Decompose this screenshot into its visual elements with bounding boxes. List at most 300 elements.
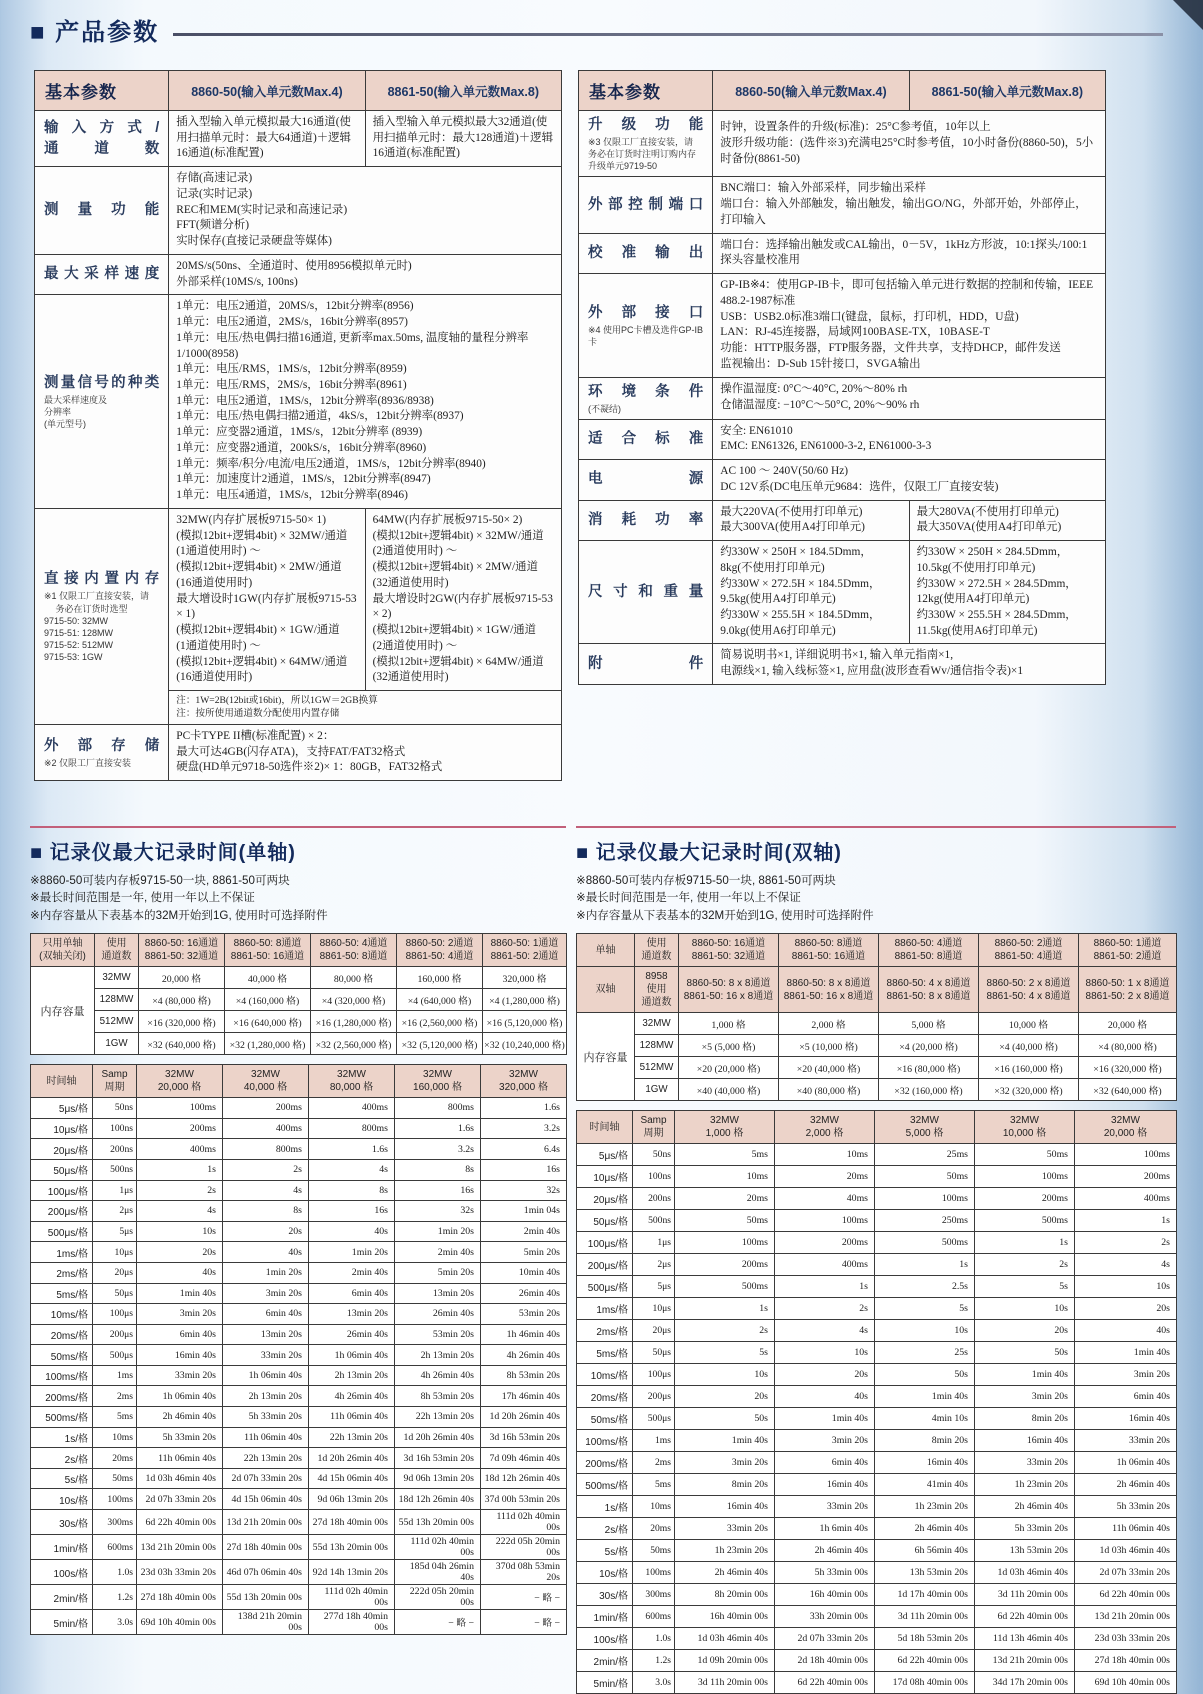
time-per-div-label: 5ms/格 (577, 1342, 633, 1364)
spec-row (579, 177, 1106, 233)
record-time-value: 100ms (975, 1166, 1075, 1188)
time-per-div-label: 500μs/格 (577, 1276, 633, 1298)
capacity-value: ×4 (80,000 格) (139, 989, 225, 1011)
record-time-value: 2d 07h 33min 20s (1075, 1562, 1177, 1584)
spec-value-cell: AC 100 ～ 240V(50/60 Hz) DC 12V系(DC电压单元9684：选件，仅限工厂直接安装) (713, 460, 1106, 500)
record-time-value: 13min 20s (395, 1283, 481, 1304)
record-time-value: 2min 40s (481, 1221, 567, 1242)
time-table-header-row (577, 1111, 1177, 1144)
samp-period-value: 2μs (93, 1201, 137, 1222)
capacity-value: ×40 (80,000 格) (779, 1079, 879, 1101)
samp-period-value: 2ms (633, 1452, 675, 1474)
capacity-value: 320,000 格 (483, 967, 567, 989)
record-time-value: 40s (137, 1262, 223, 1283)
capacity-value: ×4 (320,000 格) (311, 989, 397, 1011)
capacity-value: ×32 (640,000 格) (139, 1033, 225, 1055)
time-axis-row (31, 1201, 567, 1222)
time-axis-row (577, 1540, 1177, 1562)
capacity-value: ×4 (640,000 格) (397, 989, 483, 1011)
record-time-value: 100ms (675, 1232, 775, 1254)
record-time-value: 200ms (775, 1232, 875, 1254)
capacity-value: ×16 (2,560,000 格) (397, 1011, 483, 1033)
record-time-value: 2h 46min 40s (675, 1562, 775, 1584)
record-time-value: 32s (395, 1201, 481, 1222)
record-time-value: 16s (395, 1180, 481, 1201)
samp-period-value: 20ms (93, 1448, 137, 1469)
record-time-value: 500ms (975, 1210, 1075, 1232)
record-time-value: 6d 22h 40min 00s (975, 1606, 1075, 1628)
record-time-value: 3min 20s (975, 1386, 1075, 1408)
record-time-value: 9d 06h 13min 20s (309, 1489, 395, 1510)
page-title: ■ 产品参数 (30, 19, 160, 46)
time-axis-row (577, 1672, 1177, 1694)
record-time-value: 40s (1075, 1320, 1177, 1342)
time-per-div-label: 10ms/格 (577, 1364, 633, 1386)
spec-value-cell: 时钟，设置条件的升级(标准)：25°C参考值，10年以上 波形升级功能：(选件※3)充满电25°C时参考值，10小时备份(8860-50)，5小时备份(8861-50) (713, 111, 1106, 177)
record-time-value: 8min 20s (875, 1430, 975, 1452)
record-time-value: 16min 40s (775, 1474, 875, 1496)
record-time-value: 1.6s (309, 1139, 395, 1160)
model-channel-header: 8860-50: 2通道 8861-50: 4通道 (397, 934, 483, 967)
record-time-value: 6min 40s (137, 1324, 223, 1345)
record-time-value: 5ms (675, 1144, 775, 1166)
capacity-value: 10,000 格 (979, 1013, 1079, 1035)
spec-row-label: 环境条件 (不凝结) (579, 377, 713, 419)
record-time-value: 1d 03h 46min 40s (1075, 1540, 1177, 1562)
record-time-value: 2min 40s (395, 1242, 481, 1263)
record-time-value: 18d 12h 26min 40s (395, 1489, 481, 1510)
record-time-value: 10s (975, 1298, 1075, 1320)
record-time-value: 41min 40s (875, 1474, 975, 1496)
spec-value-cell: PC卡TYPE II槽(标准配置) × 2： 最大可达4GB(闪存ATA)，支持FAT/FAT32格式 硬盘(HD单元9718-50选件※2)× 1：80GB，FAT32格式 (169, 724, 562, 780)
record-time-value: 2h 13min 20s (395, 1345, 481, 1366)
samp-period-value: 500μs (633, 1408, 675, 1430)
spec-value-cell: 最大280VA(不使用打印单元) 最大350VA(使用A4打印单元) (909, 500, 1105, 540)
spec-header-row (35, 71, 562, 111)
time-per-div-label: 2min/格 (577, 1650, 633, 1672)
record-time-value: 26min 40s (481, 1283, 567, 1304)
capacity-value: ×20 (20,000 格) (679, 1057, 779, 1079)
record-time-value: 6d 22h 40min 00s (1075, 1584, 1177, 1606)
time-per-div-label: 50μs/格 (31, 1159, 93, 1180)
model-channel-header: 8860-50: 1通道 8861-50: 2通道 (1079, 934, 1177, 967)
time-per-div-label: 20μs/格 (31, 1139, 93, 1160)
capacity-value: ×16 (80,000 格) (879, 1057, 979, 1079)
record-time-value: 27d 18h 40min 00s (137, 1585, 223, 1610)
spec-header-row (579, 71, 1106, 111)
samp-period-value: 50μs (633, 1342, 675, 1364)
record-time-value: 800ms (309, 1118, 395, 1139)
samp-period-value: 1ms (93, 1365, 137, 1386)
record-time-value: 800ms (395, 1098, 481, 1119)
spec-row (35, 254, 562, 294)
spec-value-cell: 插入型输入单元模拟最大16通道(使用扫描单元时：最大64通道)＋逻辑16通道(标准配置) (169, 111, 365, 167)
time-axis-row (31, 1118, 567, 1139)
time-per-div-label: 5s/格 (577, 1540, 633, 1562)
time-axis-row (31, 1610, 567, 1635)
record-section-title: ■ 记录仪最大记录时间(单轴) (30, 842, 296, 864)
time-axis-row (31, 1345, 567, 1366)
time-per-div-label: 200ms/格 (31, 1386, 93, 1407)
time-axis-row (31, 1262, 567, 1283)
time-axis-row (577, 1210, 1177, 1232)
capacity-label: 32MW (95, 967, 139, 989)
samp-period-value: 600ms (633, 1606, 675, 1628)
spec-row-label: 最大采样速度 (35, 254, 169, 294)
capacity-label: 32MW (635, 1013, 679, 1035)
record-time-value: 13d 21h 20min 00s (137, 1535, 223, 1560)
record-time-value: 200ms (1075, 1166, 1177, 1188)
record-time-value: 8h 20min 00s (675, 1584, 775, 1606)
record-time-value: 6min 40s (223, 1304, 309, 1325)
record-time-value: 22h 13min 20s (395, 1407, 481, 1428)
section-note: ※8860-50可装内存板9715-50一块, 8861-50可两块 (576, 874, 836, 887)
record-time-value: 37d 00h 53min 20s (481, 1489, 567, 1510)
spec-value-cell: 约330W × 250H × 184.5Dmm， 8kg(不使用打印单元) 约330W × 272.5H × 184.5Dmm， 9.5kg(使用A4打印单元) 约330W × 255.5H × 184.5Dmm， 9.0kg(使用A6打印单元) (713, 541, 909, 644)
samp-period-value: 20μs (633, 1320, 675, 1342)
samp-period-value: 50ms (633, 1540, 675, 1562)
record-time-value: 222d 05h 20min 00s (395, 1585, 481, 1610)
model-channel-header: 8860-50: 2 x 8通道 8861-50: 4 x 8通道 (979, 967, 1079, 1013)
capacity-value: ×32 (1,280,000 格) (225, 1033, 311, 1055)
time-per-div-label: 2min/格 (31, 1585, 93, 1610)
spec-value-cell: 端口台：选择输出触发或CAL输出，0－5V，1kHz方形波，10:1探头/100:1探头容量校准用 (713, 233, 1106, 273)
time-axis-row (577, 1628, 1177, 1650)
capacity-value: ×32 (10,240,000 格) (483, 1033, 567, 1055)
record-time-value: 32s (481, 1180, 567, 1201)
record-time-value: 10s (775, 1342, 875, 1364)
record-time-value: 2s (1075, 1232, 1177, 1254)
samp-period-value: 10ms (633, 1496, 675, 1518)
time-per-div-label: 100s/格 (577, 1628, 633, 1650)
record-time-value: 1d 20h 26min 40s (481, 1407, 567, 1428)
memory-grid-header: 32MW 160,000 格 (395, 1065, 481, 1098)
spec-row (35, 167, 562, 255)
record-time-value: 5min 20s (481, 1242, 567, 1263)
record-time-value: 8s (223, 1201, 309, 1222)
time-axis-row (31, 1365, 567, 1386)
time-axis-row (577, 1408, 1177, 1430)
capacity-value: 2,000 格 (779, 1013, 879, 1035)
capacity-value: 80,000 格 (311, 967, 397, 989)
samp-period-value: 1.2s (93, 1585, 137, 1610)
samp-period-value: 200ns (93, 1139, 137, 1160)
samp-period-value: 100ms (633, 1562, 675, 1584)
record-time-value: 2d 07h 33min 20s (775, 1628, 875, 1650)
samp-period-value: 50ns (633, 1144, 675, 1166)
record-time-value: 1h 23min 20s (975, 1474, 1075, 1496)
record-time-value: 50ms (875, 1166, 975, 1188)
record-time-value: 11h 06min 40s (1075, 1518, 1177, 1540)
time-per-div-label: 10μs/格 (577, 1166, 633, 1188)
record-time-value: 111d 02h 40min 00s (481, 1510, 567, 1535)
record-time-value: 1min 40s (1075, 1342, 1177, 1364)
time-axis-row (577, 1254, 1177, 1276)
memory-capacity-table (30, 933, 567, 1055)
record-time-value: 111d 02h 40min 00s (395, 1535, 481, 1560)
time-axis-row (31, 1585, 567, 1610)
record-time-value: 4h 26min 40s (481, 1345, 567, 1366)
record-time-value: 8h 53min 20s (395, 1386, 481, 1407)
record-time-single-axis-section (30, 826, 566, 1635)
spec-value-cell: 简易说明书×1, 详细说明书×1, 输入单元指南×1, 电源线×1, 输入线标签×1, 应用盘(波形查看Wv/通信指令表)×1 (713, 644, 1106, 684)
samp-period-value: 100μs (633, 1364, 675, 1386)
capacity-label: 512MW (95, 1011, 139, 1033)
record-time-value: 10ms (775, 1144, 875, 1166)
channel-count-header: 使用 通道数 (95, 934, 139, 967)
model-channel-header: 8860-50: 8 x 8通道 8861-50: 16 x 8通道 (779, 967, 879, 1013)
record-time-value: 2h 46min 40s (137, 1407, 223, 1428)
time-axis-row (31, 1427, 567, 1448)
section-note: ※最长时间范围是一年, 使用一年以上不保证 (576, 891, 801, 905)
record-time-value: − 略 − (481, 1610, 567, 1635)
time-per-div-label: 200ms/格 (577, 1452, 633, 1474)
time-axis-row (577, 1144, 1177, 1166)
time-per-div-label: 10s/格 (31, 1489, 93, 1510)
samp-period-value: 3.0s (93, 1610, 137, 1635)
time-axis-row (577, 1518, 1177, 1540)
record-time-value: 10s (675, 1364, 775, 1386)
record-time-value: 8min 20s (975, 1408, 1075, 1430)
spec-value-cell: 注：1W=2B(12bit或16bit)，所以1GW＝2GB换算 注：按所使用通道数分配使用内置存储 (169, 690, 562, 724)
memory-capacity-row (31, 1033, 567, 1055)
record-time-value: 800ms (223, 1139, 309, 1160)
time-per-div-label: 5μs/格 (31, 1098, 93, 1119)
record-time-value: 8h 53min 20s (481, 1365, 567, 1386)
record-time-value: 13min 20s (223, 1324, 309, 1345)
record-time-value: 10s (137, 1221, 223, 1242)
spec-row-label: 测量功能 (35, 167, 169, 255)
record-time-value: 27d 18h 40min 00s (309, 1510, 395, 1535)
record-time-value: 50ms (975, 1144, 1075, 1166)
time-per-div-label: 5μs/格 (577, 1144, 633, 1166)
record-time-value: 3d 16h 53min 20s (481, 1427, 567, 1448)
time-per-div-label: 200μs/格 (577, 1254, 633, 1276)
record-time-value: 16min 40s (875, 1452, 975, 1474)
time-per-div-label: 2ms/格 (577, 1320, 633, 1342)
record-time-value: 17d 08h 40min 00s (875, 1672, 975, 1694)
model-column-header: 8861-50(输入单元数Max.8) (365, 71, 561, 111)
time-per-div-label: 2s/格 (31, 1448, 93, 1469)
record-time-value: 69d 10h 40min 00s (1075, 1672, 1177, 1694)
samp-period-value: 100μs (93, 1304, 137, 1325)
spec-row-label: 升级功能 ※3 仅限工厂直接安装，请 务必在订货时注明订购内存 升级单元9719-50 (579, 111, 713, 177)
time-axis-row (577, 1650, 1177, 1672)
samp-period-value: 1.0s (93, 1560, 137, 1585)
time-per-div-label: 50ms/格 (31, 1345, 93, 1366)
record-time-value: 1min 40s (675, 1430, 775, 1452)
samp-period-value: 20μs (93, 1262, 137, 1283)
record-time-value: 1min 20s (223, 1262, 309, 1283)
record-time-value: 50s (675, 1408, 775, 1430)
record-time-value: 1s (775, 1276, 875, 1298)
memory-capacity-row (31, 967, 567, 989)
spec-row (579, 274, 1106, 377)
record-time-value: 16min 40s (675, 1496, 775, 1518)
record-time-value: 6min 40s (775, 1452, 875, 1474)
model-column-header: 8860-50(输入单元数Max.4) (713, 71, 909, 111)
record-time-value: 400ms (775, 1254, 875, 1276)
time-axis-row (577, 1276, 1177, 1298)
samp-period-header: Samp 周期 (633, 1111, 675, 1144)
record-time-value: 1min 40s (775, 1408, 875, 1430)
samp-period-value: 1ms (633, 1430, 675, 1452)
record-time-value: 40s (223, 1242, 309, 1263)
record-time-value: 13d 21h 20min 00s (223, 1510, 309, 1535)
channel-count-header: 8958 使用 通道数 (635, 967, 679, 1013)
record-time-value: 3min 20s (675, 1452, 775, 1474)
capacity-value: ×32 (320,000 格) (979, 1079, 1079, 1101)
record-time-value: 33min 20s (1075, 1430, 1177, 1452)
model-channel-header: 8860-50: 4 x 8通道 8861-50: 8 x 8通道 (879, 967, 979, 1013)
spec-row (579, 111, 1106, 177)
section-top-rule (576, 826, 1176, 828)
spec-row-label: 外部控制端口 (579, 177, 713, 233)
time-per-div-label: 100s/格 (31, 1560, 93, 1585)
time-axis-row (31, 1304, 567, 1325)
time-per-div-label: 1min/格 (577, 1606, 633, 1628)
record-time-value: 13h 53min 20s (875, 1562, 975, 1584)
time-axis-row (31, 1098, 567, 1119)
record-time-value: 11d 13h 46min 40s (975, 1628, 1075, 1650)
time-axis-row (577, 1452, 1177, 1474)
time-axis-row (31, 1535, 567, 1560)
capacity-value: ×16 (1,280,000 格) (311, 1011, 397, 1033)
record-time-value: 16h 40min 00s (675, 1606, 775, 1628)
spec-row (35, 508, 562, 690)
spec-value-cell: 最大220VA(不使用打印单元) 最大300VA(使用A4打印单元) (713, 500, 909, 540)
record-time-value: 138d 21h 20min 00s (223, 1610, 309, 1635)
spec-row (579, 377, 1106, 419)
record-time-value: 92d 14h 13min 20s (309, 1560, 395, 1585)
record-time-value: 200ms (223, 1098, 309, 1119)
samp-period-value: 2μs (633, 1254, 675, 1276)
record-time-value: 4d 15h 06min 40s (223, 1489, 309, 1510)
record-time-value: 1min 20s (395, 1221, 481, 1242)
record-time-value: 2s (775, 1298, 875, 1320)
record-time-value: 1min 04s (481, 1201, 567, 1222)
spec-value-cell: BNC端口：输入外部采样，同步输出采样 端口台：输入外部触发，输出触发，输出GO/NG，外部开始，外部停止，打印输入 (713, 177, 1106, 233)
title-underline (173, 33, 1163, 36)
capacity-label: 1GW (95, 1033, 139, 1055)
samp-period-value: 1.2s (633, 1650, 675, 1672)
record-time-value: 10min 40s (481, 1262, 567, 1283)
record-time-value: − 略 − (395, 1610, 481, 1635)
time-axis-row (577, 1562, 1177, 1584)
memory-table-header-row (31, 934, 567, 967)
record-time-value: 5min 20s (395, 1262, 481, 1283)
record-time-value: 16min 40s (975, 1430, 1075, 1452)
record-time-value: 3.2s (481, 1118, 567, 1139)
record-time-value: 3d 11h 20min 00s (975, 1584, 1075, 1606)
spec-value-cell: 64MW(内存扩展板9715-50× 2) (模拟12bit+逻辑4bit) × 32MW/通道 (2通道使用时) ～ (模拟12bit+逻辑4bit) × 2MW/通道 (32通道使用时) 最大增设时2GW(内存扩展板9715-53 × 2) (模拟12bit+逻辑4bit) × 1GW/通道 (2通道使用时) ～ (模拟12bit+逻辑4bit) × 64MW/通道 (32通道使用时) (365, 508, 561, 690)
time-axis-row (31, 1510, 567, 1535)
time-per-div-label: 100ms/格 (31, 1365, 93, 1386)
model-column-header: 8860-50(输入单元数Max.4) (169, 71, 365, 111)
record-time-value: 53min 20s (481, 1304, 567, 1325)
record-time-value: 6d 22h 40min 00s (137, 1510, 223, 1535)
section-note: ※最长时间范围是一年, 使用一年以上不保证 (30, 891, 255, 905)
record-time-value: 1h 23min 20s (875, 1496, 975, 1518)
record-time-value: 50ms (675, 1210, 775, 1232)
time-per-div-label: 1ms/格 (577, 1298, 633, 1320)
spec-row (35, 111, 562, 167)
capacity-value: ×40 (40,000 格) (679, 1079, 779, 1101)
spec-table-title: 基本参数 (35, 71, 169, 111)
record-time-value: 33min 20s (137, 1365, 223, 1386)
record-time-value: 33min 20s (975, 1452, 1075, 1474)
record-time-value: 4s (309, 1159, 395, 1180)
samp-period-value: 10μs (633, 1298, 675, 1320)
record-time-value: 2h 46min 40s (1075, 1474, 1177, 1496)
spec-row (579, 419, 1106, 459)
record-time-value: 100ms (775, 1210, 875, 1232)
record-time-value: 1min 20s (309, 1242, 395, 1263)
capacity-value: ×4 (1,280,000 格) (483, 989, 567, 1011)
channel-count-header: 使用 通道数 (635, 934, 679, 967)
samp-period-value: 10ms (93, 1427, 137, 1448)
capacity-value: ×16 (160,000 格) (979, 1057, 1079, 1079)
spec-row (579, 460, 1106, 500)
record-time-value: 25ms (875, 1144, 975, 1166)
time-axis-row (577, 1606, 1177, 1628)
samp-period-value: 50ms (93, 1468, 137, 1489)
spec-row-label: 适合标准 (579, 419, 713, 459)
record-time-value: 2d 07h 33min 20s (223, 1468, 309, 1489)
record-time-value: 46d 07h 06min 40s (223, 1560, 309, 1585)
record-time-value: 111d 02h 40min 00s (309, 1585, 395, 1610)
record-time-value: 55d 13h 20min 00s (395, 1510, 481, 1535)
model-channel-header: 8860-50: 1 x 8通道 8861-50: 2 x 8通道 (1079, 967, 1177, 1013)
record-time-value: 10ms (675, 1166, 775, 1188)
record-time-value: 5h 33min 20s (1075, 1496, 1177, 1518)
record-time-value: 20s (223, 1221, 309, 1242)
record-time-value: 1d 03h 46min 40s (975, 1562, 1075, 1584)
record-time-value: 6h 56min 40s (875, 1540, 975, 1562)
model-channel-header: 8860-50: 2通道 8861-50: 4通道 (979, 934, 1079, 967)
capacity-value: 160,000 格 (397, 967, 483, 989)
spec-row (579, 233, 1106, 273)
model-column-header: 8861-50(输入单元数Max.8) (909, 71, 1105, 111)
record-time-value: 2min 40s (309, 1262, 395, 1283)
record-time-value: 16s (481, 1159, 567, 1180)
time-per-div-label: 500ms/格 (31, 1407, 93, 1428)
time-per-div-label: 20μs/格 (577, 1188, 633, 1210)
time-per-div-label: 500ms/格 (577, 1474, 633, 1496)
record-time-value: 1d 09h 20min 00s (675, 1650, 775, 1672)
spec-row-label: 外部存储 ※2 仅限工厂直接安装 (35, 724, 169, 780)
record-time-value: 100ms (1075, 1144, 1177, 1166)
capacity-value: 5,000 格 (879, 1013, 979, 1035)
time-per-div-label: 5ms/格 (31, 1283, 93, 1304)
model-channel-header: 8860-50: 8通道 8861-50: 16通道 (225, 934, 311, 967)
time-per-div-label: 500μs/格 (31, 1221, 93, 1242)
record-time-value: 20s (775, 1364, 875, 1386)
record-time-value: 4s (137, 1201, 223, 1222)
record-time-value: 16min 40s (1075, 1408, 1177, 1430)
model-channel-header: 8860-50: 4通道 8861-50: 8通道 (311, 934, 397, 967)
record-time-value: 250ms (875, 1210, 975, 1232)
record-time-value: 1h 23min 20s (675, 1540, 775, 1562)
capacity-label: 128MW (635, 1035, 679, 1057)
time-axis-row (577, 1188, 1177, 1210)
record-time-value: 1s (975, 1232, 1075, 1254)
record-time-value: 20s (1075, 1298, 1177, 1320)
spec-table (578, 70, 1106, 685)
time-per-div-label: 2ms/格 (31, 1262, 93, 1283)
spec-row-label: 校准输出 (579, 233, 713, 273)
memory-grid-header: 32MW 40,000 格 (223, 1065, 309, 1098)
